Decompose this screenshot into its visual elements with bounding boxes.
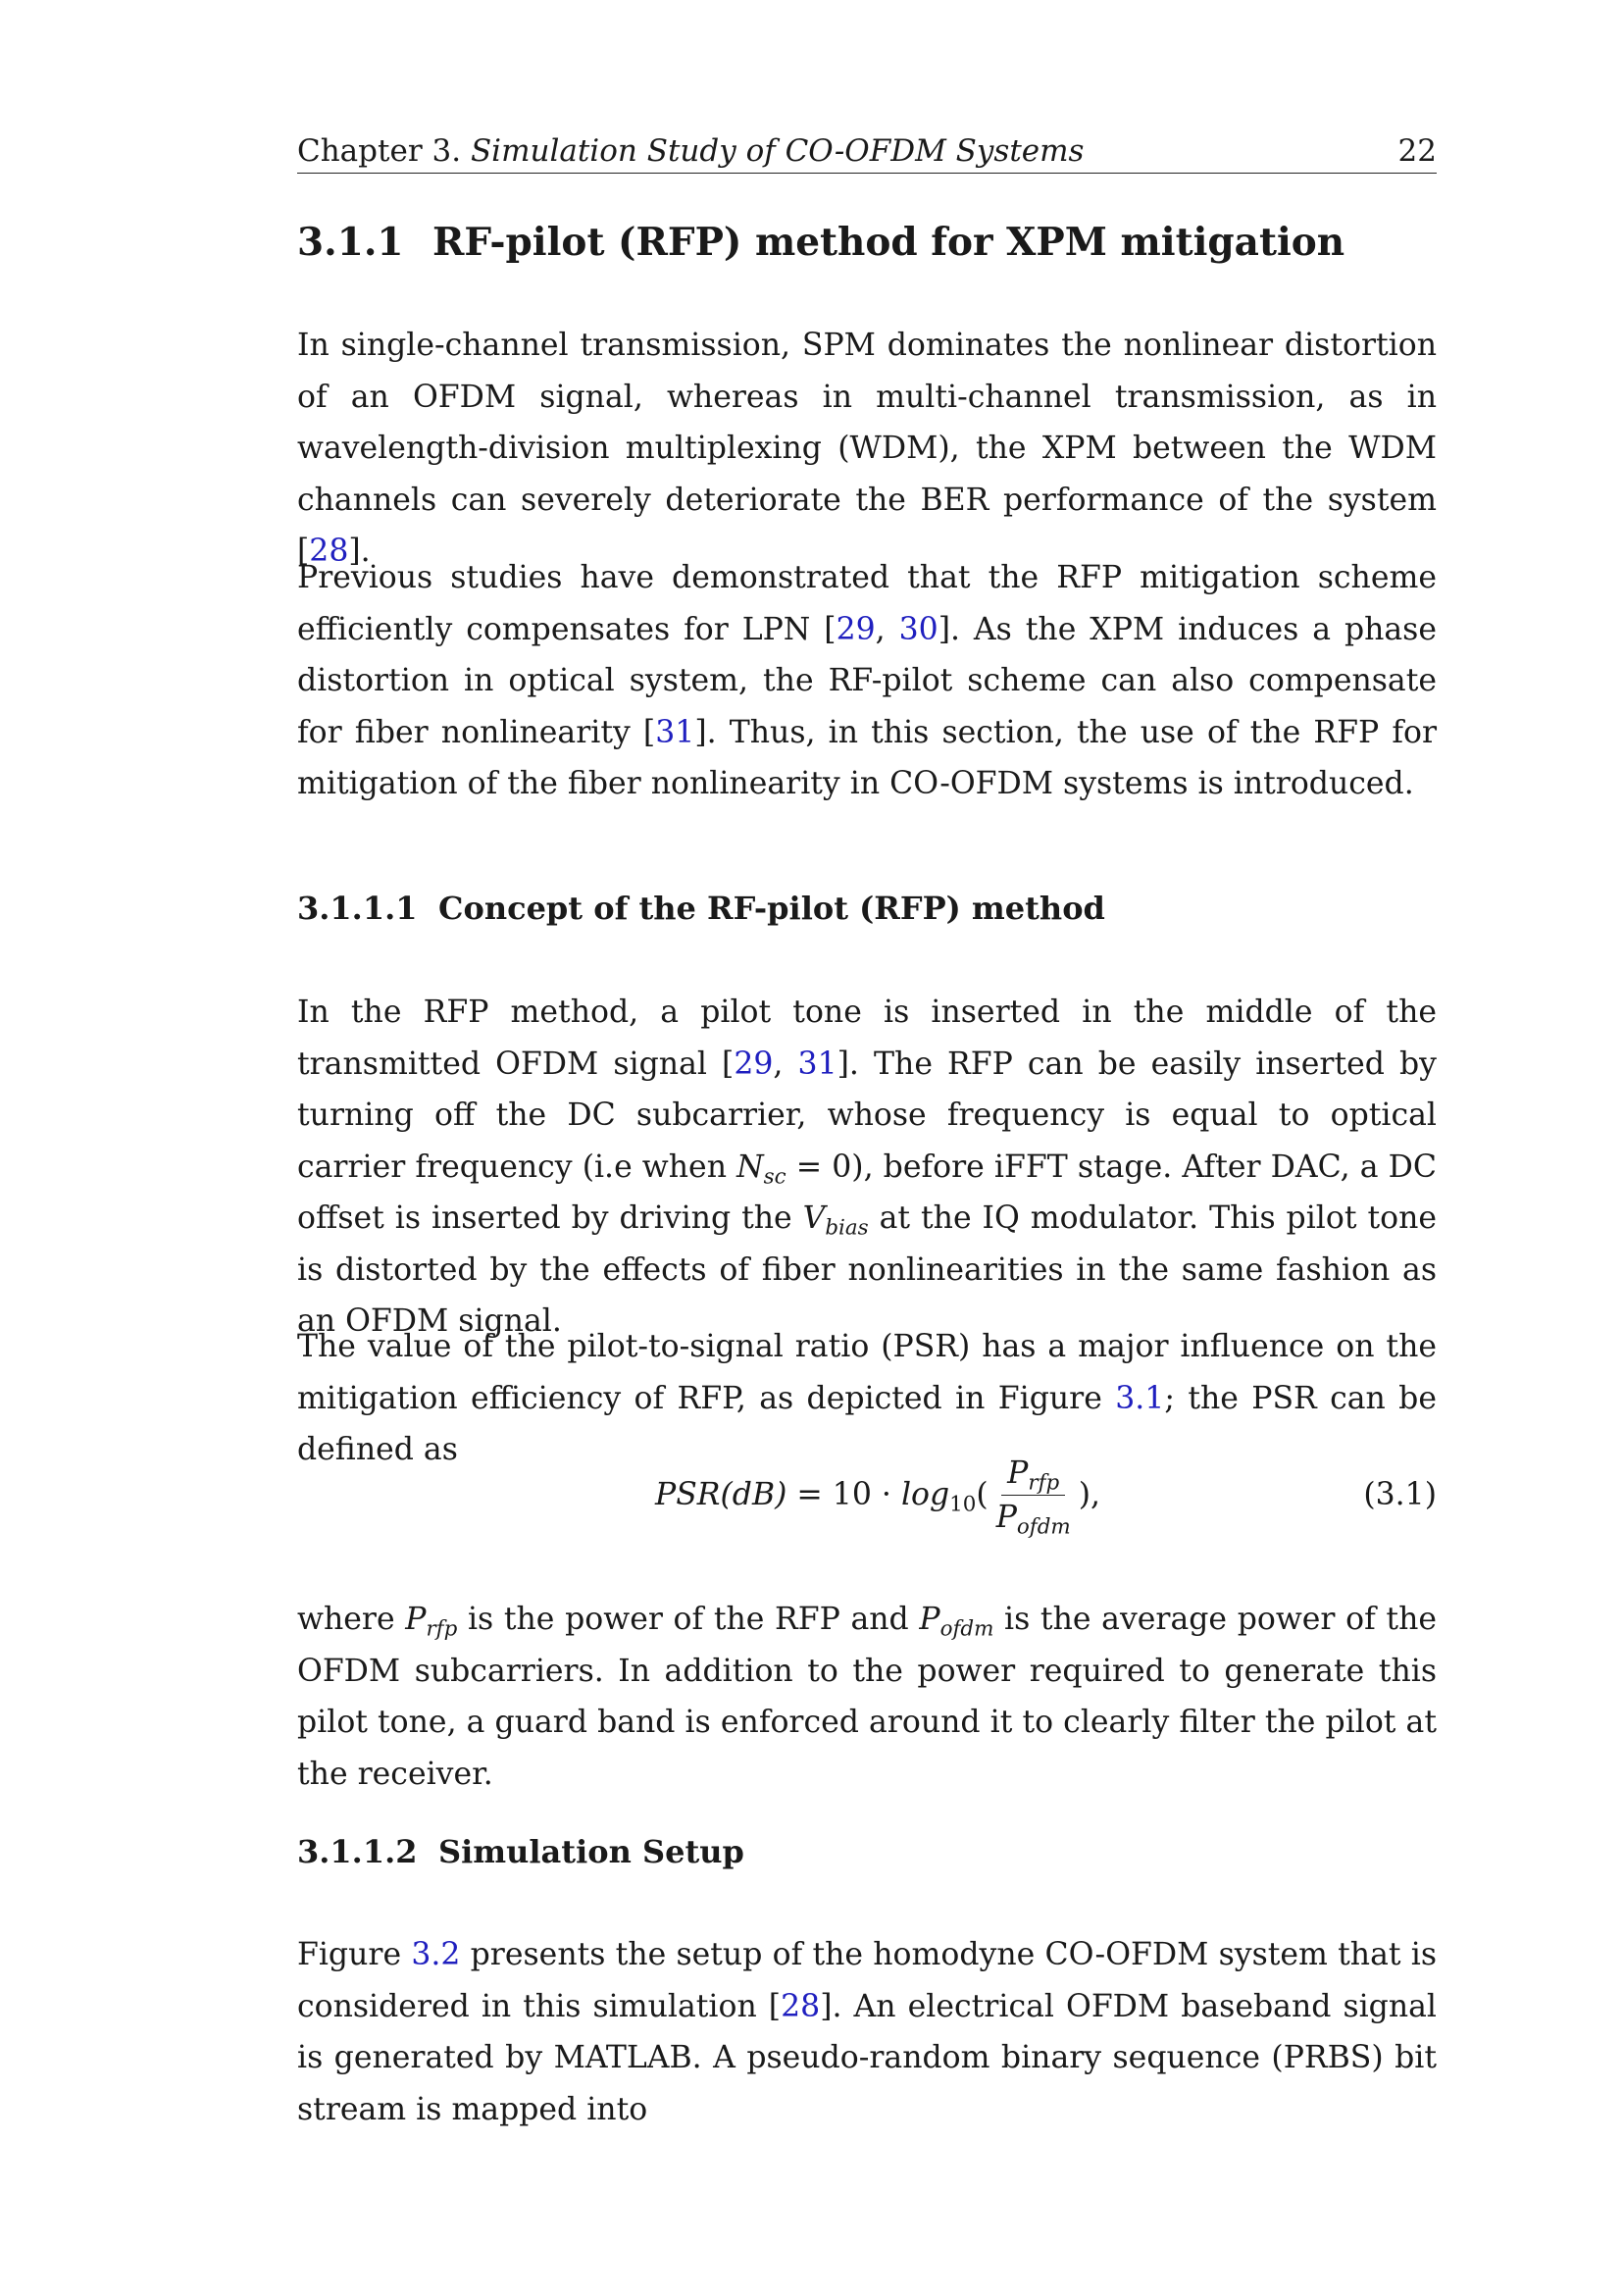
paragraph-1: In single-channel transmission, SPM dominates the nonlinear distortion of an OFDM signal, whereas in multi-channel transmission, as in wavelength-division multiplexing (WDM), the XPM between the WDM channels can severely deteriorate the BER performance of the system [28]. xyxy=(297,328,1437,569)
subsection-heading-2 xyxy=(297,1830,744,1873)
equation-log: $\log_{10}$ xyxy=(900,1477,977,1517)
math-p-rfp: $P_{rfp}$ xyxy=(405,1602,458,1642)
equation-body xyxy=(655,1450,1100,1540)
page-number: 22 xyxy=(1397,133,1437,169)
equation-operator: = 10 · xyxy=(786,1477,901,1512)
citation-link[interactable]: 31 xyxy=(655,714,695,750)
citation-link[interactable]: 28 xyxy=(781,1988,821,2024)
fraction-denominator: $P_{ofdm}$ xyxy=(995,1499,1071,1539)
subsection-title: Simulation Setup xyxy=(438,1833,744,1870)
math-p-ofdm: $P_{ofdm}$ xyxy=(919,1602,994,1642)
paragraph-6: Figure 3.2 presents the setup of the homodyne CO-OFDM system that is considered in this simulation [28]. An electrical OFDM baseband signal is generated by MATLAB. A pseudo-random binary sequence (PRBS) bit stream is mapped into xyxy=(297,1937,1437,2127)
paragraph-5: where $P_{rfp}$ is the power of the RFP and $P_{ofdm}$ is the average power of the OFDM subcarriers. In addition to the power required to generate this pilot tone, a guard band is enforced around it to clearly filter the pilot at the receiver. xyxy=(297,1602,1437,1792)
citation-link[interactable]: 29 xyxy=(734,1046,774,1082)
paragraph-4: The value of the pilot-to-signal ratio (PSR) has a major influence on the mitigation efficiency of RFP, as depicted in Figure 3.1; the PSR can be defined as xyxy=(297,1329,1437,1467)
equation-open-paren: ( xyxy=(976,1477,989,1512)
subsection-title: Concept of the RF-pilot (RFP) method xyxy=(438,890,1105,927)
chapter-label: Chapter 3. Simulation Study of CO-OFDM Systems xyxy=(297,133,1085,169)
running-header xyxy=(297,129,1437,174)
subsection-number: 3.1.1.2 xyxy=(297,1833,418,1870)
subsection-number: 3.1.1.1 xyxy=(297,890,418,927)
citation-link[interactable]: 30 xyxy=(898,611,938,647)
figure-link[interactable]: 3.2 xyxy=(411,1937,461,1972)
equation-fraction xyxy=(990,1454,1077,1537)
paragraph-2: Previous studies have demonstrated that the RFP mitigation scheme efficiently compensates for LPN [29, 30]. As the XPM induces a phase distortion in optical system, the RF-pilot scheme can also compensate for fiber nonlinearity [31]. Thus, in this section, the use of the RFP for mitigation of the fiber nonlinearity in CO-OFDM systems is introduced. xyxy=(297,560,1437,801)
equation-number: (3.1) xyxy=(1363,1477,1437,1512)
subsection-heading-1 xyxy=(297,887,1105,930)
citation-link[interactable]: 31 xyxy=(797,1046,837,1082)
citation-link[interactable]: 28 xyxy=(309,534,349,569)
citation-link[interactable]: 29 xyxy=(836,611,876,647)
section-number: 3.1.1 xyxy=(297,220,404,265)
paragraph-3: In the RFP method, a pilot tone is inserted in the middle of the transmitted OFDM signal [29, 31]. The RFP can be easily inserted by turning off the DC subcarrier, whose frequency is equal to optical carrier frequency (i.e when $N_{sc} = 0$), before iFFT stage. After DAC, a DC offset is inserted by driving the $V_{bias}$ at the IQ modulator. This pilot tone is distorted by the effects of fiber nonlinearities in the same fashion as an OFDM signal. xyxy=(297,995,1437,1339)
equation-lhs: PSR(dB) xyxy=(655,1477,787,1512)
section-title: RF-pilot (RFP) method for XPM mitigation xyxy=(432,220,1345,265)
math-n-sc: $N_{sc}$ xyxy=(736,1148,786,1189)
section-heading xyxy=(297,218,1344,267)
figure-link[interactable]: 3.1 xyxy=(1115,1380,1165,1416)
math-v-bias: $V_{bias}$ xyxy=(802,1200,869,1241)
equation-3-1 xyxy=(297,1450,1437,1540)
fraction-numerator: $P_{rfp}$ xyxy=(1001,1454,1065,1496)
equation-close-paren: ), xyxy=(1078,1477,1101,1512)
